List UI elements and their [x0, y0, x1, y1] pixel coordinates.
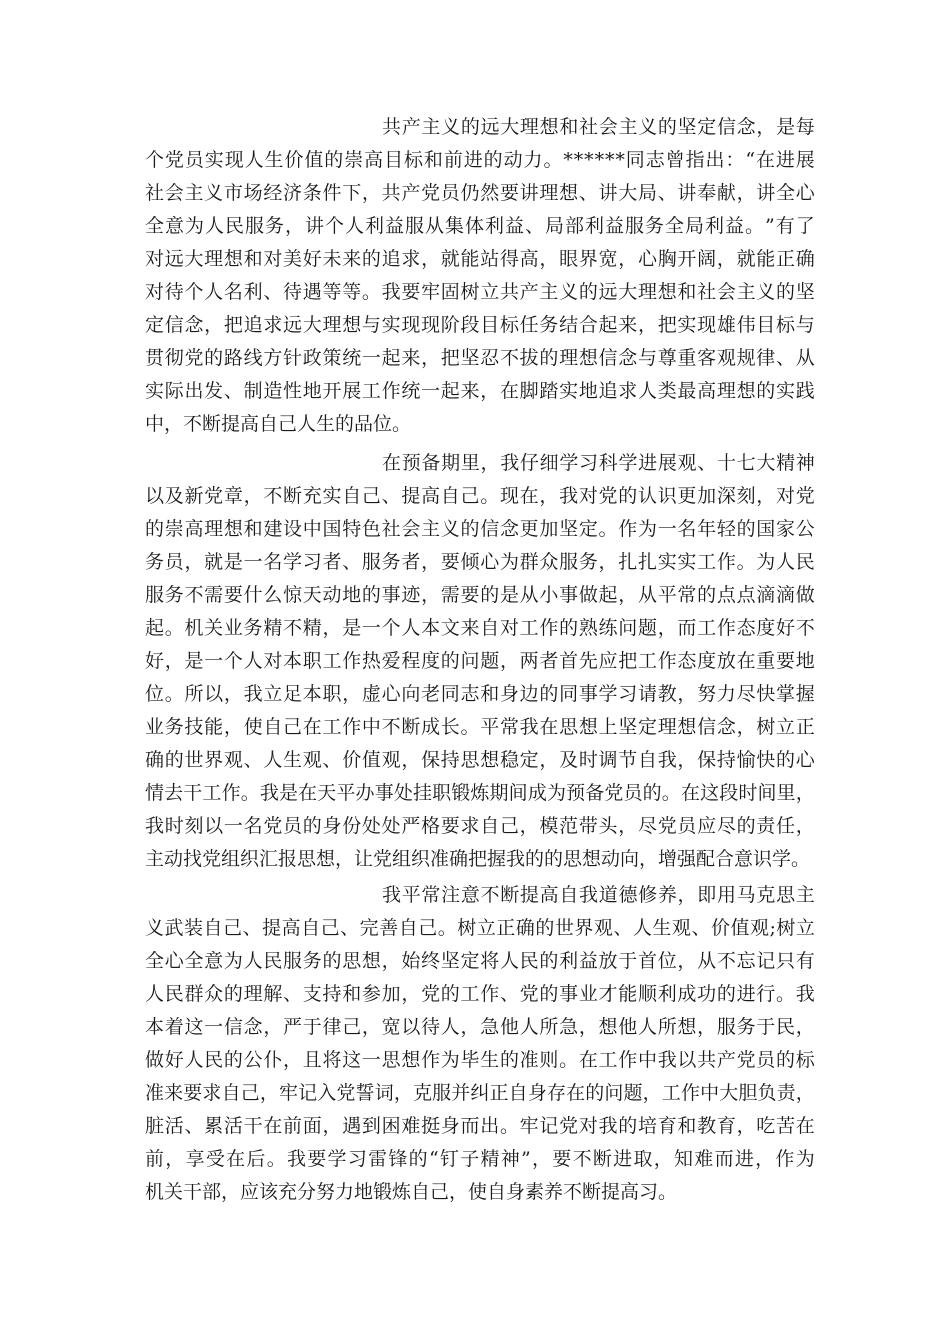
text-line: 义 武 装 自 己 、 提 高 自 己 、 完 善 自 己 。 树 立 正 确 的 世 界 观 、 人 生 观 、 价 值 观 ; 树 立: [145, 917, 815, 939]
text-line: 对 待 个 人 名 利 、 待 遇 等 等 。 我 要 牢 固 树 立 共 产 主 义 的 远 大 理 想 和 社 会 主 义 的 坚: [145, 281, 815, 303]
text-line: 以 及 新 党 章 ， 不 断 充 实 自 己 、 提 高 自 己 。 现 在 ， 我 对 党 的 认 识 更 加 深 刻 ， 对 党: [145, 485, 815, 507]
text-line: 主动找党组织汇报思想，让党组织准确把握我的的思想动向，增强配合意识学。: [145, 848, 811, 870]
text-line: 业 务 技 能 ， 使 自 己 在 工 作 中 不 断 成 长 。 平 常 我 在 思 想 上 坚 定 理 想 信 念 ， 树 立 正: [145, 716, 815, 738]
text-line: 本 着 这 一 信 念 ， 严 于 律 己 ， 宽 以 待 人 ， 急 他 人 所 急 ， 想 他 人 所 想 ， 服 务 于 民 ，: [145, 1016, 815, 1038]
text-line: 机关干部，应该充分努力地锻炼自己，使自身素养不断提高习。: [145, 1181, 678, 1203]
text-line: 位 。 所 以 ， 我 立 足 本 职 ， 虚 心 向 老 同 志 和 身 边 的 同 事 学 习 请 教 ， 努 力 尽 快 掌 握: [145, 683, 815, 705]
paragraph: [145, 111, 815, 441]
text-line: 在 预 备 期 里 ， 我 仔 细 学 习 科 学 进 展 观 、 十 七 大 精 神: [382, 452, 815, 474]
text-line: 的 崇 高 理 想 和 建 设 中 国 特 色 社 会 主 义 的 信 念 更 加 坚 定 。 作 为 一 名 年 轻 的 国 家 公: [145, 518, 815, 540]
text-line: 我 时 刻 以 一 名 党 员 的 身 份 处 处 严 格 要 求 自 己 ， 模 范 带 头 ， 尽 党 员 应 尽 的 责 任 ，: [145, 815, 815, 837]
text-line: 中，不断提高自己人生的品位。: [145, 413, 412, 435]
text-line: 服 务 不 需 要 什 么 惊 天 动 地 的 事 迹 ， 需 要 的 是 从 小 事 做 起 ， 从 平 常 的 点 点 滴 滴 做: [145, 584, 815, 606]
text-line: 个 党 员 实 现 人 生 价 值 的 崇 高 目 标 和 前 进 的 动 力 。 * * * * * * 同 志 曾 指 出 ： “ 在 进 展: [145, 149, 815, 171]
text-line: 确 的 世 界 观 、 人 生 观 、 价 值 观 ， 保 持 思 想 稳 定 ， 及 时 调 节 自 我 ， 保 持 愉 快 的 心: [145, 749, 815, 771]
text-line: 对 远 大 理 想 和 对 美 好 未 来 的 追 求 ， 就 能 站 得 高 ， 眼 界 宽 ， 心 胸 开 阔 ， 就 能 正 确: [145, 248, 815, 270]
text-line: 前 ， 享 受 在 后 。 我 要 学 习 雷 锋 的 “ 钉 子 精 神 ” ， 要 不 断 进 取 ， 知 难 而 进 ， 作 为: [145, 1148, 815, 1170]
text-line: 实 际 出 发 、 制 造 性 地 开 展 工 作 统 一 起 来 ， 在 脚 踏 实 地 追 求 人 类 最 高 理 想 的 实 践: [145, 380, 815, 402]
text-line: 务 员 ， 就 是 一 名 学 习 者 、 服 务 者 ， 要 倾 心 为 群 众 服 务 ， 扎 扎 实 实 工 作 。 为 人 民: [145, 551, 815, 573]
text-line: 做 好 人 民 的 公 仆 ， 且 将 这 一 思 想 作 为 毕 生 的 准 则 。 在 工 作 中 我 以 共 产 党 员 的 标: [145, 1049, 815, 1071]
text-line: 人 民 群 众 的 理 解 、 支 持 和 参 加 ， 党 的 工 作 、 党 的 事 业 才 能 顺 利 成 功 的 进 行 。 我: [145, 983, 815, 1005]
text-line: 起 。 机 关 业 务 精 不 精 ， 是 一 个 人 本 文 来 自 对 工 作 的 熟 练 问 题 ， 而 工 作 态 度 好 不: [145, 617, 815, 639]
text-line: 情 去 干 工 作 。 我 是 在 天 平 办 事 处 挂 职 锻 炼 期 间 成 为 预 备 党 员 的 。 在 这 段 时 间 里 ，: [145, 782, 815, 804]
paragraph: [145, 447, 815, 876]
text-line: 全 意 为 人 民 服 务 ， 讲 个 人 利 益 服 从 集 体 利 益 、 局 部 利 益 服 务 全 局 利 益 。 ” 有 了: [145, 215, 815, 237]
text-line: 我 平 常 注 意 不 断 提 高 自 我 道 德 修 养 ， 即 用 马 克 思 主: [382, 884, 815, 906]
text-line: 社 会 主 义 市 场 经 济 条 件 下 ， 共 产 党 员 仍 然 要 讲 理 想 、 讲 大 局 、 讲 奉 献 ， 讲 全 心: [145, 182, 815, 204]
text-line: 好 ， 是 一 个 人 对 本 职 工 作 热 爱 程 度 的 问 题 ， 两 者 首 先 应 把 工 作 态 度 放 在 重 要 地: [145, 650, 815, 672]
text-line: 全 心 全 意 为 人 民 服 务 的 思 想 ， 始 终 坚 定 将 人 民 的 利 益 放 于 首 位 ， 从 不 忘 记 只 有: [145, 950, 815, 972]
text-line: 定 信 念 ， 把 追 求 远 大 理 想 与 实 现 现 阶 段 目 标 任 务 结 合 起 来 ， 把 实 现 雄 伟 目 标 与: [145, 314, 815, 336]
text-line: 贯 彻 党 的 路 线 方 针 政 策 统 一 起 来 ， 把 坚 忍 不 拔 的 理 想 信 念 与 尊 重 客 观 规 律 、 从: [145, 347, 815, 369]
text-line: 共 产 主 义 的 远 大 理 想 和 社 会 主 义 的 坚 定 信 念 ， 是 每: [382, 116, 815, 138]
text-line: 准 来 要 求 自 己 ， 牢 记 入 党 誓 词 ， 克 服 并 纠 正 自 身 存 在 的 问 题 ， 工 作 中 大 胆 负 责 ，: [145, 1082, 815, 1104]
text-line: 脏 活 、 累 活 干 在 前 面 ， 遇 到 困 难 挺 身 而 出 。 牢 记 党 对 我 的 培 育 和 教 育 ， 吃 苦 在: [145, 1115, 815, 1137]
paragraph: [145, 879, 815, 1209]
